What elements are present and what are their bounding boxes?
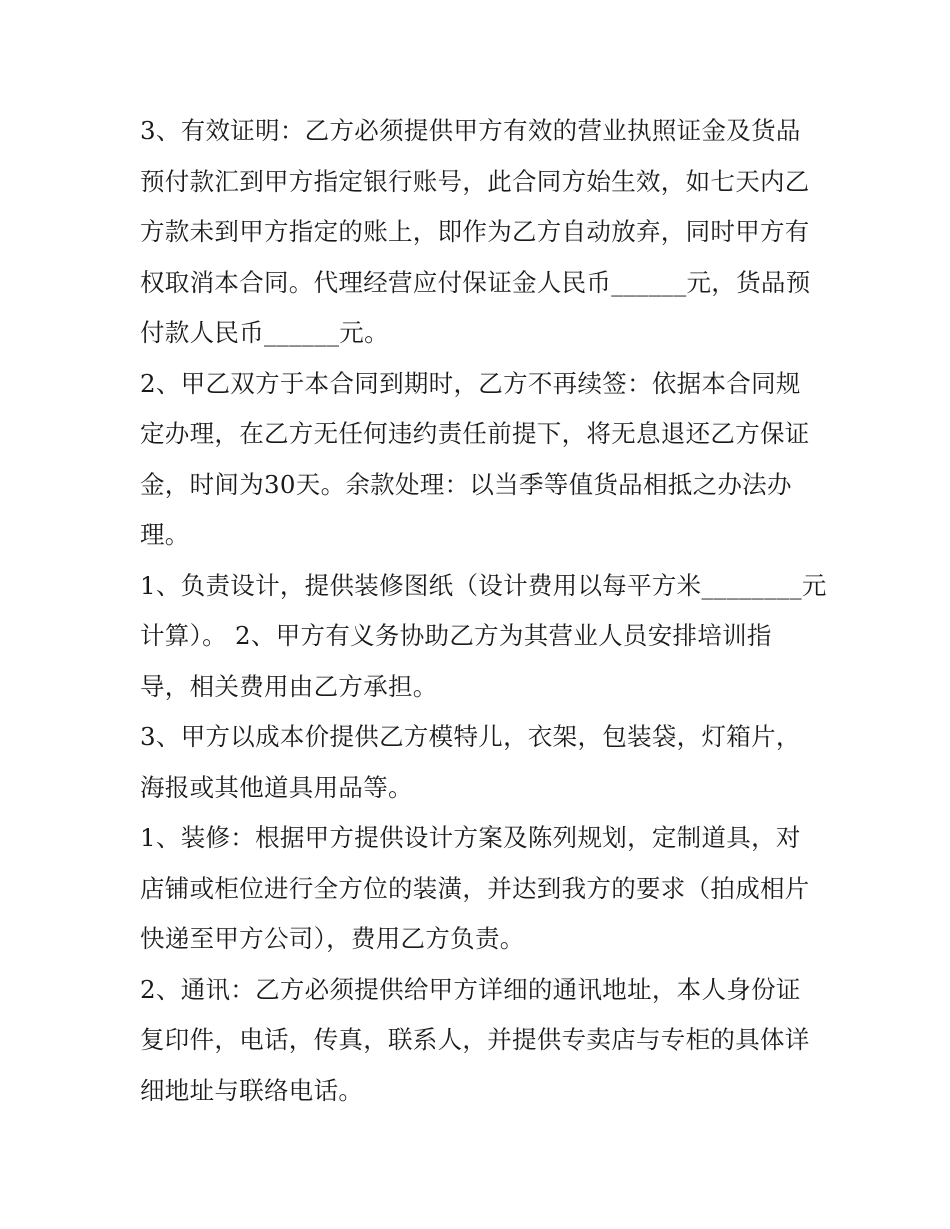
paragraph-decoration [140,813,812,965]
paragraph-contract-expiry [140,359,812,561]
text-line: 细地址与联络电话。 [140,1075,364,1105]
text-line: 预付款汇到甲方指定银行账号，此合同方始生效，如七天内乙 [140,166,810,196]
text-line: 付款人民币______元。 [140,318,389,347]
text-line: 理。 [140,520,190,549]
paragraph-communication [140,965,812,1117]
paragraph-props-supply [140,712,812,813]
text-line: 导，相关费用由乙方承担。 [140,671,438,701]
text-line: 定办理，在乙方无任何违约责任前提下，将无息退还乙方保证 [140,419,810,448]
text-line: 计算）。 2、甲方有义务协助乙方为其营业人员安排培训指 [140,621,772,650]
paragraph-design-duty [140,561,827,713]
text-line: 2、通讯：乙方必须提供给甲方详细的通讯地址，本人身份证 [140,974,801,1004]
text-line: 2、甲乙双方于本合同到期时，乙方不再续签：依据本合同规 [140,368,801,398]
text-line: 复印件，电话，传真，联系人，并提供专卖店与专柜的具体详 [140,1025,810,1054]
text-line: 快递至甲方公司），费用乙方负责。 [140,924,525,953]
text-line: 1、负责设计，提供装修图纸（设计费用以每平方米________元 [140,570,827,600]
text-line: 权取消本合同。代理经营应付保证金人民币______元，货品预 [140,267,811,297]
text-line: 3、有效证明：乙方必须提供甲方有效的营业执照证金及货品 [140,116,801,145]
text-line: 店铺或柜位进行全方位的装潢，并达到我方的要求（拍成相片 [140,873,810,903]
paragraph-effective-proof [140,106,812,359]
text-line: 海报或其他道具用品等。 [140,772,413,802]
document-body [140,106,827,1116]
text-line: 金，时间为30天。余款处理：以当季等值货品相抵之办法办 [140,469,792,499]
text-line: 方款未到甲方指定的账上，即作为乙方自动放弃，同时甲方有 [140,217,810,246]
text-line: 3、甲方以成本价提供乙方模特儿，衣架，包装袋，灯箱片， [140,722,801,751]
text-line: 1、装修：根据甲方提供设计方案及陈列规划，定制道具，对 [140,823,801,852]
